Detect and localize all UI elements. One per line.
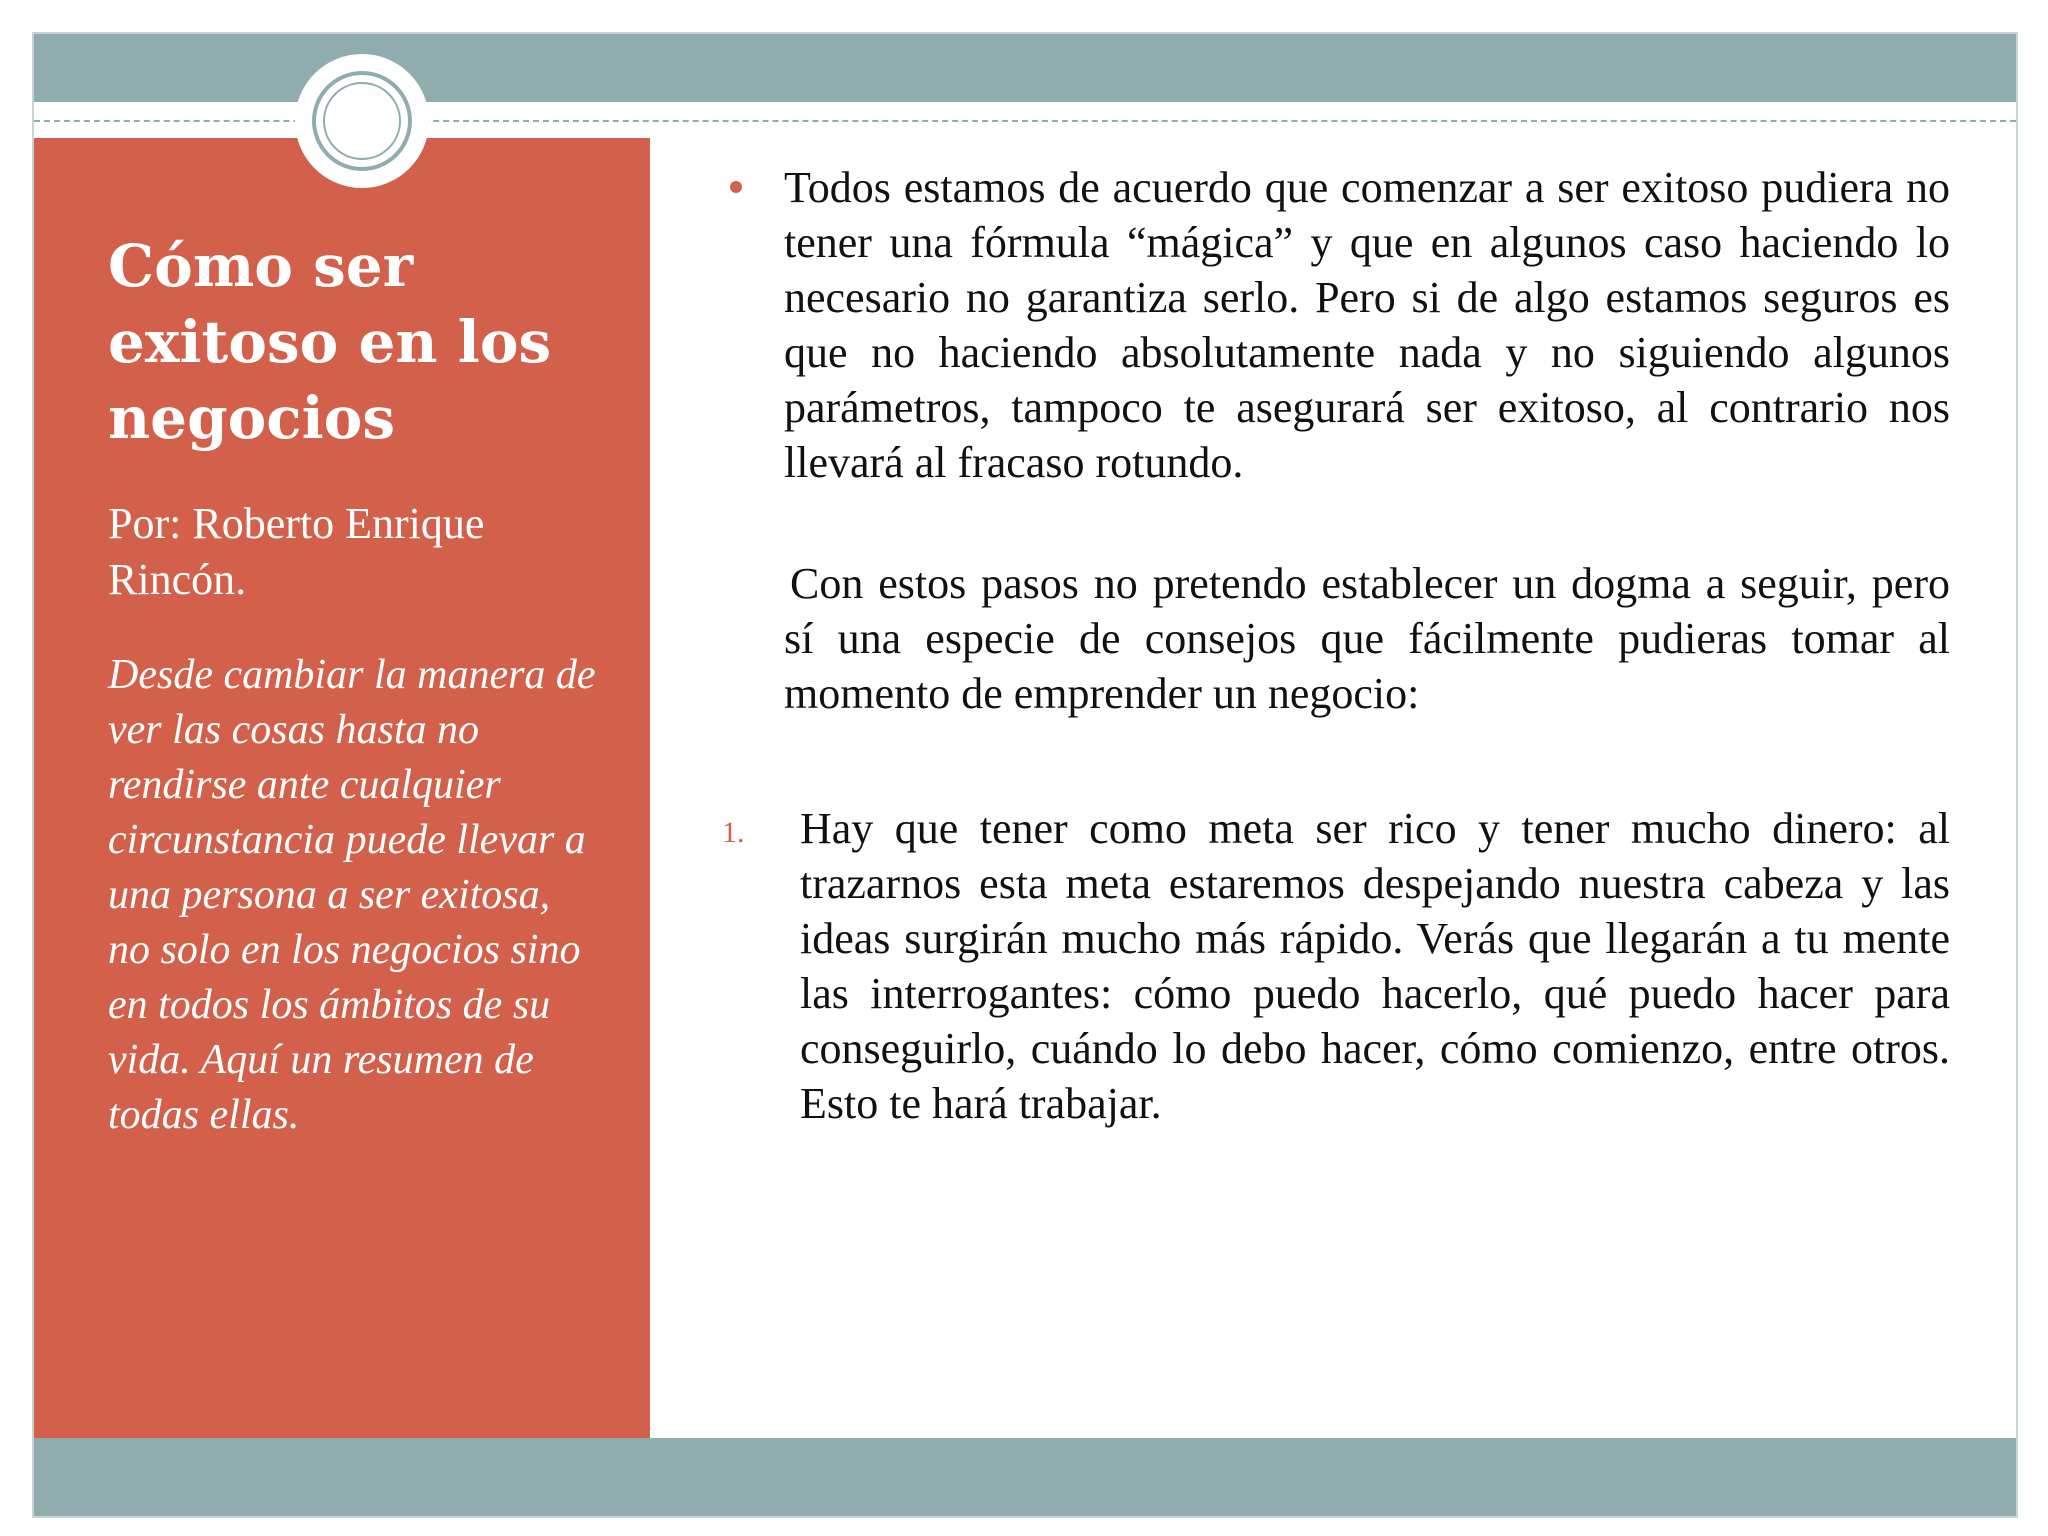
- bullet-dot-icon: [730, 181, 742, 193]
- numbered-item: [700, 801, 1950, 1131]
- author-line: Por: Roberto Enrique Rincón.: [108, 499, 485, 604]
- numbered-item-text: Hay que tener como meta ser rico y tener mucho dinero: al trazarnos esta meta estaremos despejando nuestra cabeza y las ideas surgirán mucho más rápido. Verás que llegarán a tu mente las interrogantes: cómo puedo hacerlo, qué puedo hacer para conseguirlo, cuándo lo debo hacer, cómo comienzo, entre otros. Esto te hará trabajar.: [800, 804, 1950, 1128]
- circle-medallion-icon: [295, 54, 429, 188]
- medallion-ring: [312, 71, 412, 171]
- bottom-band: [34, 1438, 2016, 1518]
- number-marker: 1.: [722, 816, 745, 849]
- content-body: [700, 160, 1950, 1131]
- sidebar-panel: [34, 138, 650, 1438]
- bullet-paragraph: Todos estamos de acuerdo que comenzar a ser exitoso pudiera no tener una fórmula “mágica” y que en algunos caso haciendo lo necesario no garantiza serlo. Pero si de algo estamos seguros es que no haciendo absolutamente nada y no siguiendo algunos parámetros, tampoco te asegurará ser exitoso, al contrario nos llevará al fracaso rotundo.: [784, 163, 1950, 487]
- summary-text: Desde cambiar la manera de ver las cosas hasta no rendirse ante cualquier circunstancia puede llevar a una persona a ser exitosa, no solo en los negocios sino en todos los ámbitos de su vida. Aquí un resumen de todas ellas.: [108, 652, 596, 1138]
- slide-title: Cómo ser exitoso en los negocios: [108, 232, 552, 452]
- medallion-inner-ring: [323, 82, 401, 160]
- intro-paragraph: Con estos pasos no pretendo establecer un dogma a seguir, pero sí una especie de consejos que fácilmente pudieras tomar al momento de emprender un negocio:: [784, 559, 1950, 718]
- bullet-item: [700, 160, 1950, 490]
